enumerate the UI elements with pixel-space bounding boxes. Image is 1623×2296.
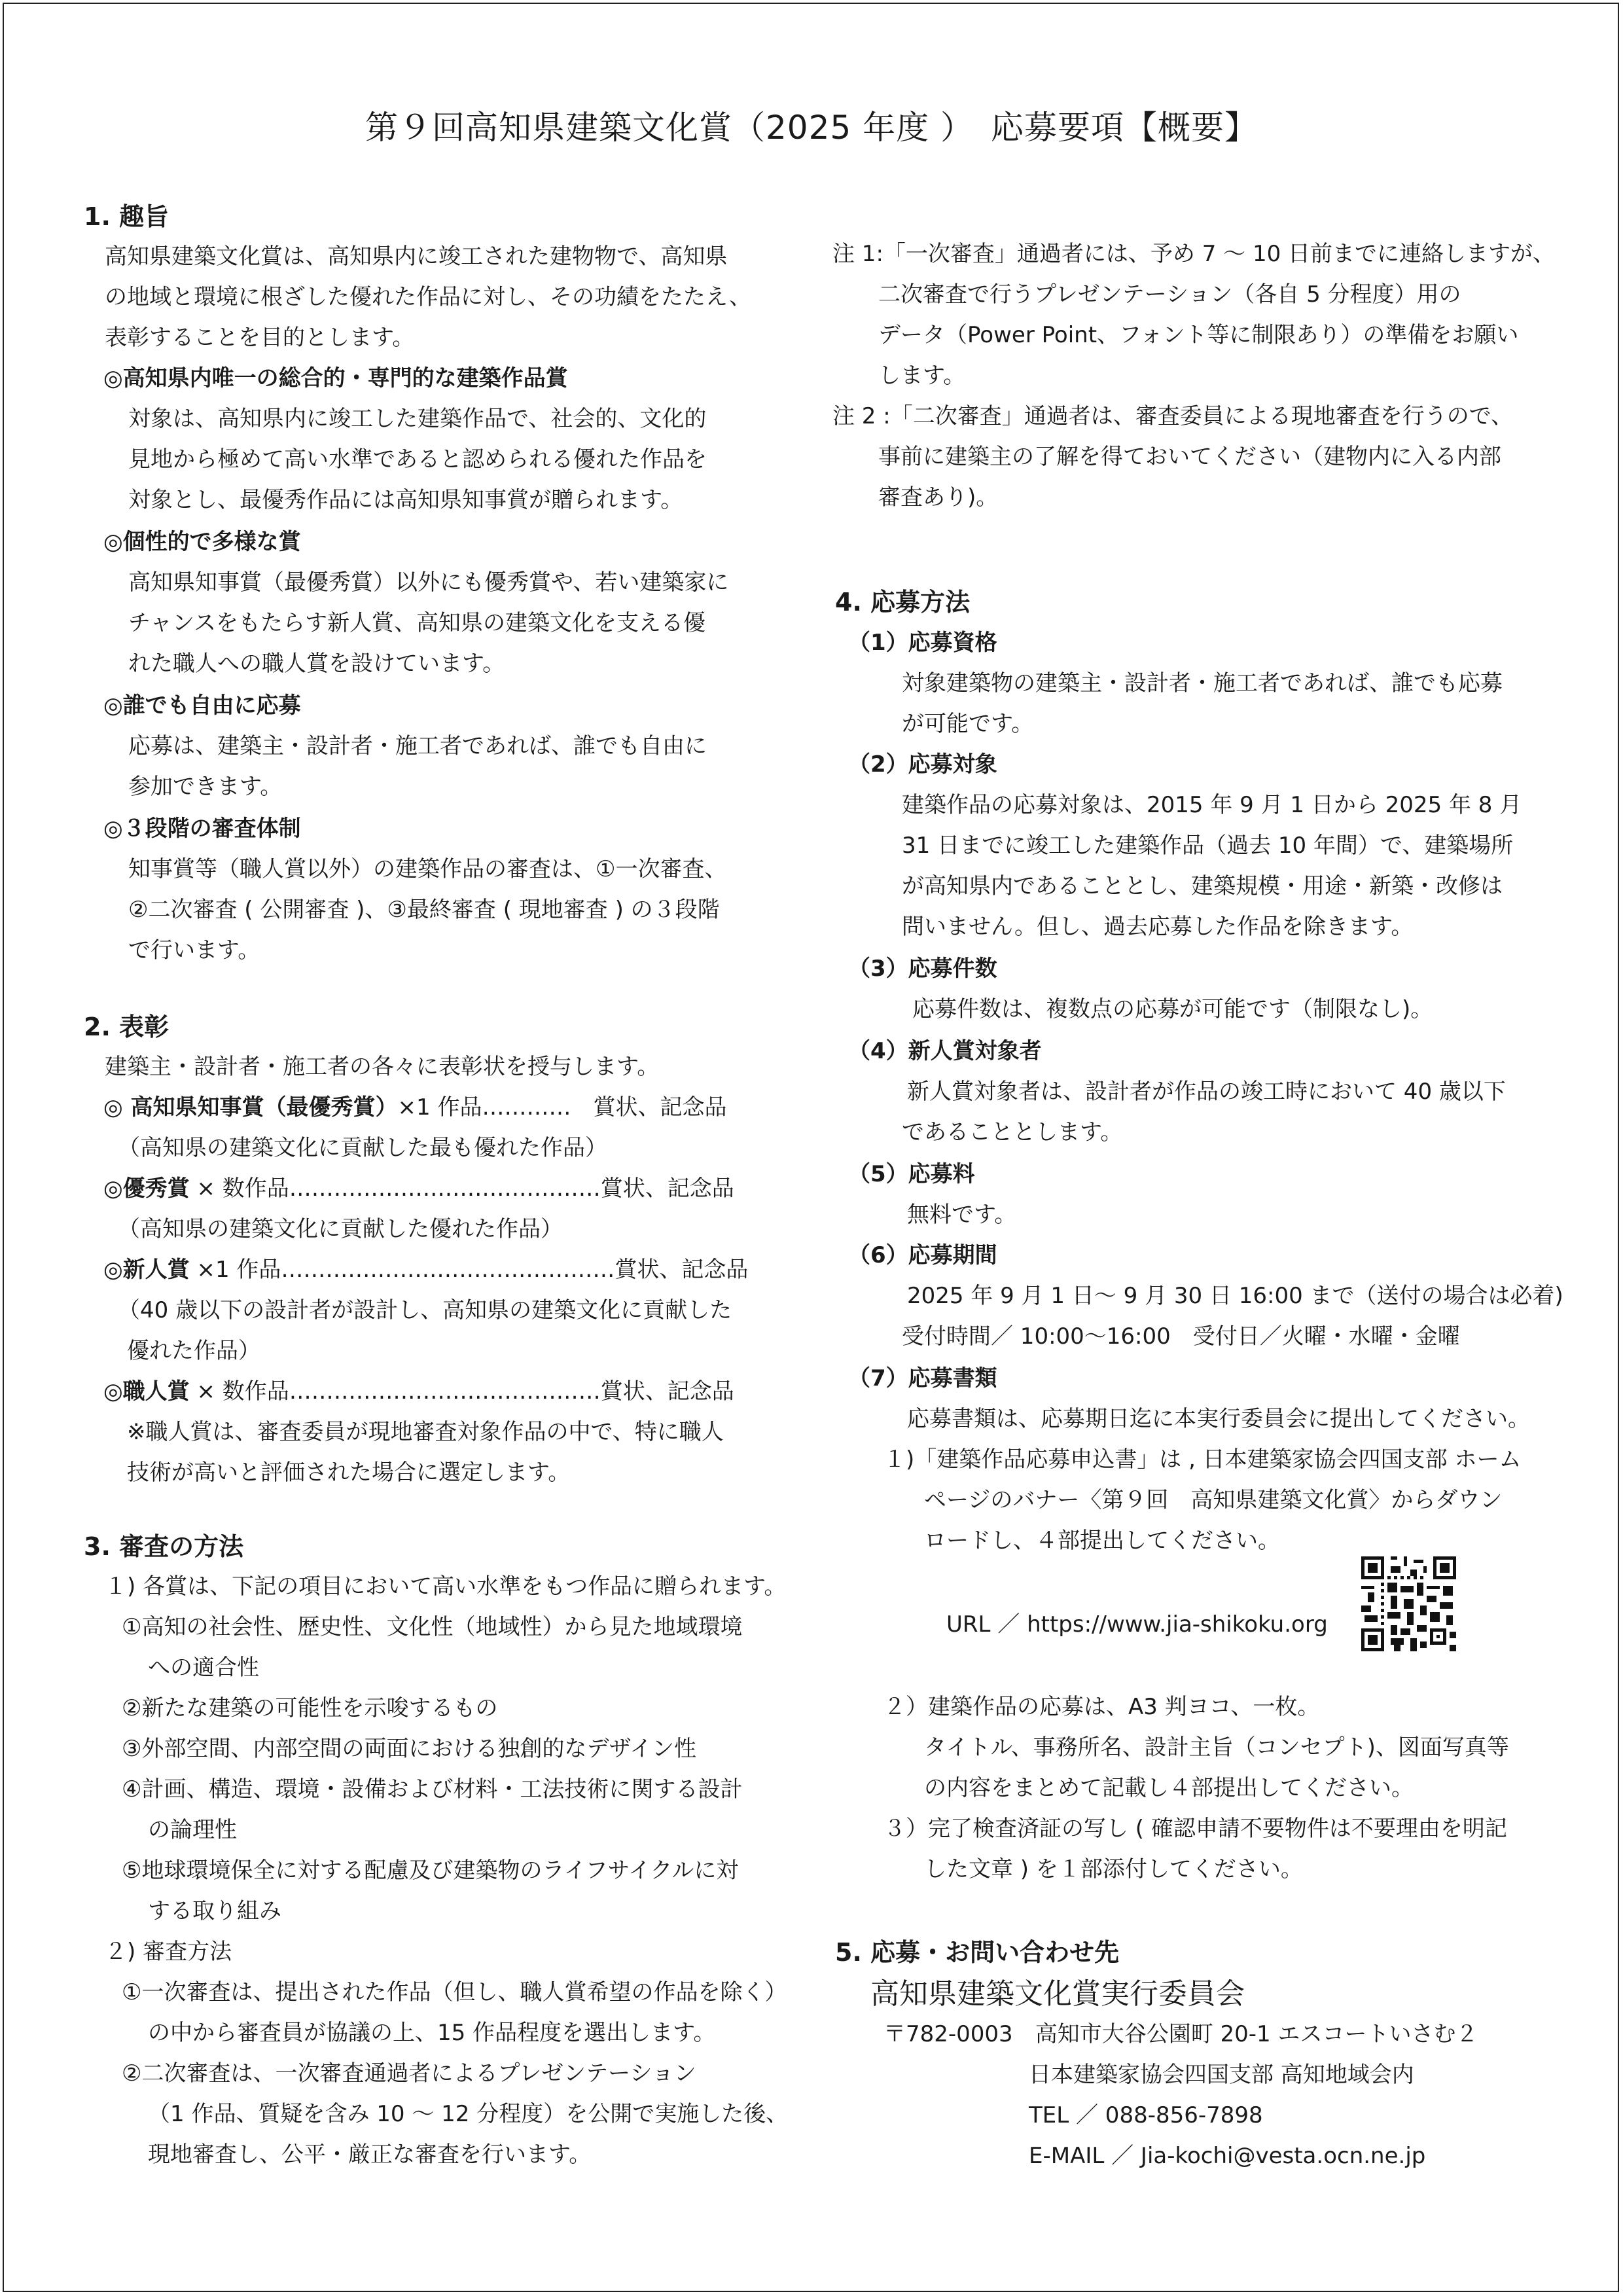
contact-email[interactable]: E-MAIL ／ Jia-kochi@vesta.ocn.ne.jp <box>1029 2143 1426 2169</box>
s4-text: が可能です。 <box>902 711 1034 737</box>
s3-criterion: ⑤地球環境保全に対する配慮及び建築物のライフサイクルに対 <box>122 1857 739 1884</box>
contact-address: 〒782-0003 高知市大谷公園町 20-1 エスコートいさむ２ <box>883 2021 1478 2047</box>
s1-text: 知事賞等（職人賞以外）の建築作品の審査は、①一次審査、 <box>128 856 727 882</box>
s4-text: ロードし、４部提出してください。 <box>924 1528 1280 1554</box>
qr-code-icon[interactable] <box>1361 1556 1456 1651</box>
s1-text: れた職人への職人賞を設けています。 <box>128 651 505 677</box>
award-governor: ◎ 高知県知事賞（最優秀賞）×1 作品………… 賞状、記念品 <box>103 1094 727 1121</box>
s1-text: 見地から極めて高い水準であると認められる優れた作品を <box>128 446 707 473</box>
s4-text: 応募件数は、複数点の応募が可能です（制限なし)。 <box>912 996 1433 1022</box>
s1-subheading: ◎３段階の審査体制 <box>103 816 301 842</box>
s1-text: 応募は、建築主・設計者・施工者であれば、誰でも自由に <box>128 733 707 759</box>
note-1: します。 <box>878 363 966 389</box>
organizer-name: 高知県建築文化賞実行委員会 <box>870 1977 1245 2011</box>
s4-text: ２）建築作品の応募は、A3 判ヨコ、一枚。 <box>883 1694 1320 1720</box>
s1-text: 表彰することを目的とします。 <box>105 325 415 351</box>
s3-text: ２) 審査方法 <box>105 1939 232 1965</box>
s2-text: 建築主・設計者・施工者の各々に表彰状を授与します。 <box>105 1054 660 1080</box>
s4-text: ３）完了検査済証の写し ( 確認申請不要物件は不要理由を明記 <box>883 1816 1507 1842</box>
s3-criterion: する取り組み <box>148 1898 281 1924</box>
s4-text: 対象建築物の建築主・設計者・施工者であれば、誰でも応募 <box>902 670 1503 696</box>
s4-text: であることとします。 <box>902 1119 1123 1145</box>
s4-subheading: （4）新人賞対象者 <box>848 1038 1042 1064</box>
s1-text: チャンスをもたらす新人賞、高知県の建築文化を支える優 <box>128 610 705 636</box>
s2-text: （40 歳以下の設計者が設計し、高知県の建築文化に貢献した <box>118 1297 732 1323</box>
s4-text: 問いません。但し、過去応募した作品を除きます。 <box>902 914 1414 940</box>
award-craftsman: ◎職人賞 × 数作品……………………………………賞状、記念品 <box>103 1378 734 1405</box>
s3-text: ①一次審査は、提出された作品（但し、職人賞希望の作品を除く） <box>122 1979 787 2005</box>
s3-text: １) 各賞は、下記の項目において高い水準をもつ作品に贈られます。 <box>105 1573 787 1600</box>
s3-criterion: ③外部空間、内部空間の両面における独創的なデザイン性 <box>122 1736 697 1762</box>
s1-subheading: ◎高知県内唯一の総合的・専門的な建築作品賞 <box>103 365 568 391</box>
s1-text: ②二次審査 ( 公開審査 )、③最終審査 ( 現地審査 ) の３段階 <box>128 897 720 923</box>
page-title: 第９回高知県建築文化賞（2025 年度 ） 応募要項【概要】 <box>365 109 1258 147</box>
note-1: データ（Power Point、フォント等に制限あり）の準備をお願い <box>878 322 1519 348</box>
s4-subheading: （5）応募料 <box>848 1161 975 1187</box>
s1-text: の地域と環境に根ざした優れた作品に対し、その功績をたたえ、 <box>105 284 752 310</box>
s3-criterion: ②新たな建築の可能性を示唆するもの <box>122 1695 498 1721</box>
s1-text: 高知県建築文化賞は、高知県内に竣工された建物物で、高知県 <box>105 243 728 270</box>
website-url[interactable]: URL ／ https://www.jia-shikoku.org <box>946 1611 1328 1638</box>
s3-text: の中から審査員が協議の上、15 作品程度を選出します。 <box>148 2020 716 2046</box>
s4-text: １)「建築作品応募申込書」は , 日本建築家協会四国支部 ホーム <box>883 1446 1522 1473</box>
s4-subheading: （1）応募資格 <box>848 630 997 656</box>
s2-text: 優れた作品） <box>127 1338 260 1364</box>
s4-text: の内容をまとめて記載し４部提出してください。 <box>924 1775 1414 1801</box>
s3-text: （1 作品、質疑を含み 10 ～ 12 分程度）を公開で実施した後、 <box>148 2101 789 2127</box>
s4-subheading: （7）応募書類 <box>848 1365 997 1391</box>
s2-text: 技術が高いと評価された場合に選定します。 <box>127 1460 571 1486</box>
s2-text: （高知県の建築文化に貢献した最も優れた作品） <box>118 1135 607 1161</box>
s3-criterion: への適合性 <box>148 1655 259 1681</box>
s3-criterion: の論理性 <box>148 1817 237 1843</box>
section-4-heading: 4. 応募方法 <box>835 588 971 617</box>
s1-text: 高知県知事賞（最優秀賞）以外にも優秀賞や、若い建築家に <box>128 569 729 596</box>
section-5-heading: 5. 応募・お問い合わせ先 <box>835 1938 1120 1967</box>
s1-subheading: ◎誰でも自由に応募 <box>103 692 301 719</box>
s4-text: した文章 ) を１部添付してください。 <box>924 1856 1303 1882</box>
s3-criterion: ④計画、構造、環境・設備および材料・工法技術に関する設計 <box>122 1776 743 1803</box>
contact-address: 日本建築家協会四国支部 高知地域会内 <box>1029 2062 1414 2088</box>
s3-text: ②二次審査は、一次審査通過者によるプレゼンテーション <box>122 2060 696 2087</box>
note-1: 二次審査で行うプレゼンテーション（各自 5 分程度）用の <box>878 281 1461 308</box>
s1-text: 対象とし、最優秀作品には高知県知事賞が贈られます。 <box>128 487 683 513</box>
s2-text: ※職人賞は、審査委員が現地審査対象作品の中で、特に職人 <box>127 1419 724 1445</box>
s4-text: が高知県内であることとし、建築規模・用途・新築・改修は <box>902 873 1503 899</box>
contact-phone[interactable]: TEL ／ 088-856-7898 <box>1029 2102 1263 2128</box>
s4-text: 応募書類は、応募期日迄に本実行委員会に提出してください。 <box>907 1406 1530 1432</box>
note-2: 審査あり)。 <box>878 484 999 511</box>
note-2: 事前に建築主の了解を得ておいてください（建物内に入る内部 <box>878 444 1501 470</box>
s4-text: 31 日までに竣工した建築作品（過去 10 年間）で、建築場所 <box>902 833 1514 859</box>
s1-text: 参加できます。 <box>128 774 283 800</box>
s4-text: 新人賞対象者は、設計者が作品の竣工時において 40 歳以下 <box>907 1079 1506 1105</box>
award-newcomer: ◎新人賞 ×1 作品………………………………………賞状、記念品 <box>103 1257 749 1283</box>
section-3-heading: 3. 審査の方法 <box>84 1532 244 1561</box>
s3-criterion: ①高知の社会性、歴史性、文化性（地域性）から見た地域環境 <box>122 1614 743 1640</box>
s4-text: タイトル、事務所名、設計主旨（コンセプト)、図面写真等 <box>924 1734 1509 1761</box>
s4-text: 受付時間／ 10:00～16:00 受付日／火曜・水曜・金曜 <box>902 1323 1460 1350</box>
s1-text: で行います。 <box>128 937 260 963</box>
s1-subheading: ◎個性的で多様な賞 <box>103 529 301 555</box>
s4-text: ページのバナー〈第９回 高知県建築文化賞〉からダウン <box>924 1487 1503 1513</box>
s4-subheading: （6）応募期間 <box>848 1242 997 1268</box>
section-2-heading: 2. 表彰 <box>84 1013 169 1041</box>
s1-text: 対象は、高知県内に竣工した建築作品で、社会的、文化的 <box>128 406 707 432</box>
s4-text: 建築作品の応募対象は、2015 年 9 月 1 日から 2025 年 8 月 <box>902 792 1522 818</box>
note-2: 注 2 :「二次審査」通過者は、審査委員による現地審査を行うので、 <box>832 403 1514 429</box>
s4-text: 2025 年 9 月 1 日～ 9 月 30 日 16:00 まで（送付の場合は必着) <box>907 1283 1563 1309</box>
s3-text: 現地審査し、公平・厳正な審査を行います。 <box>148 2142 592 2168</box>
award-excellence: ◎優秀賞 × 数作品……………………………………賞状、記念品 <box>103 1175 734 1202</box>
section-1-heading: 1. 趣旨 <box>84 202 169 231</box>
s2-text: （高知県の建築文化に貢献した優れた作品） <box>118 1216 563 1242</box>
s4-text: 無料です。 <box>907 1202 1017 1228</box>
note-1: 注 1:「一次審査」通過者には、予め 7 ～ 10 日前までに連絡しますが、 <box>832 241 1556 267</box>
s4-subheading: （3）応募件数 <box>848 956 997 982</box>
s4-subheading: （2）応募対象 <box>848 751 997 778</box>
